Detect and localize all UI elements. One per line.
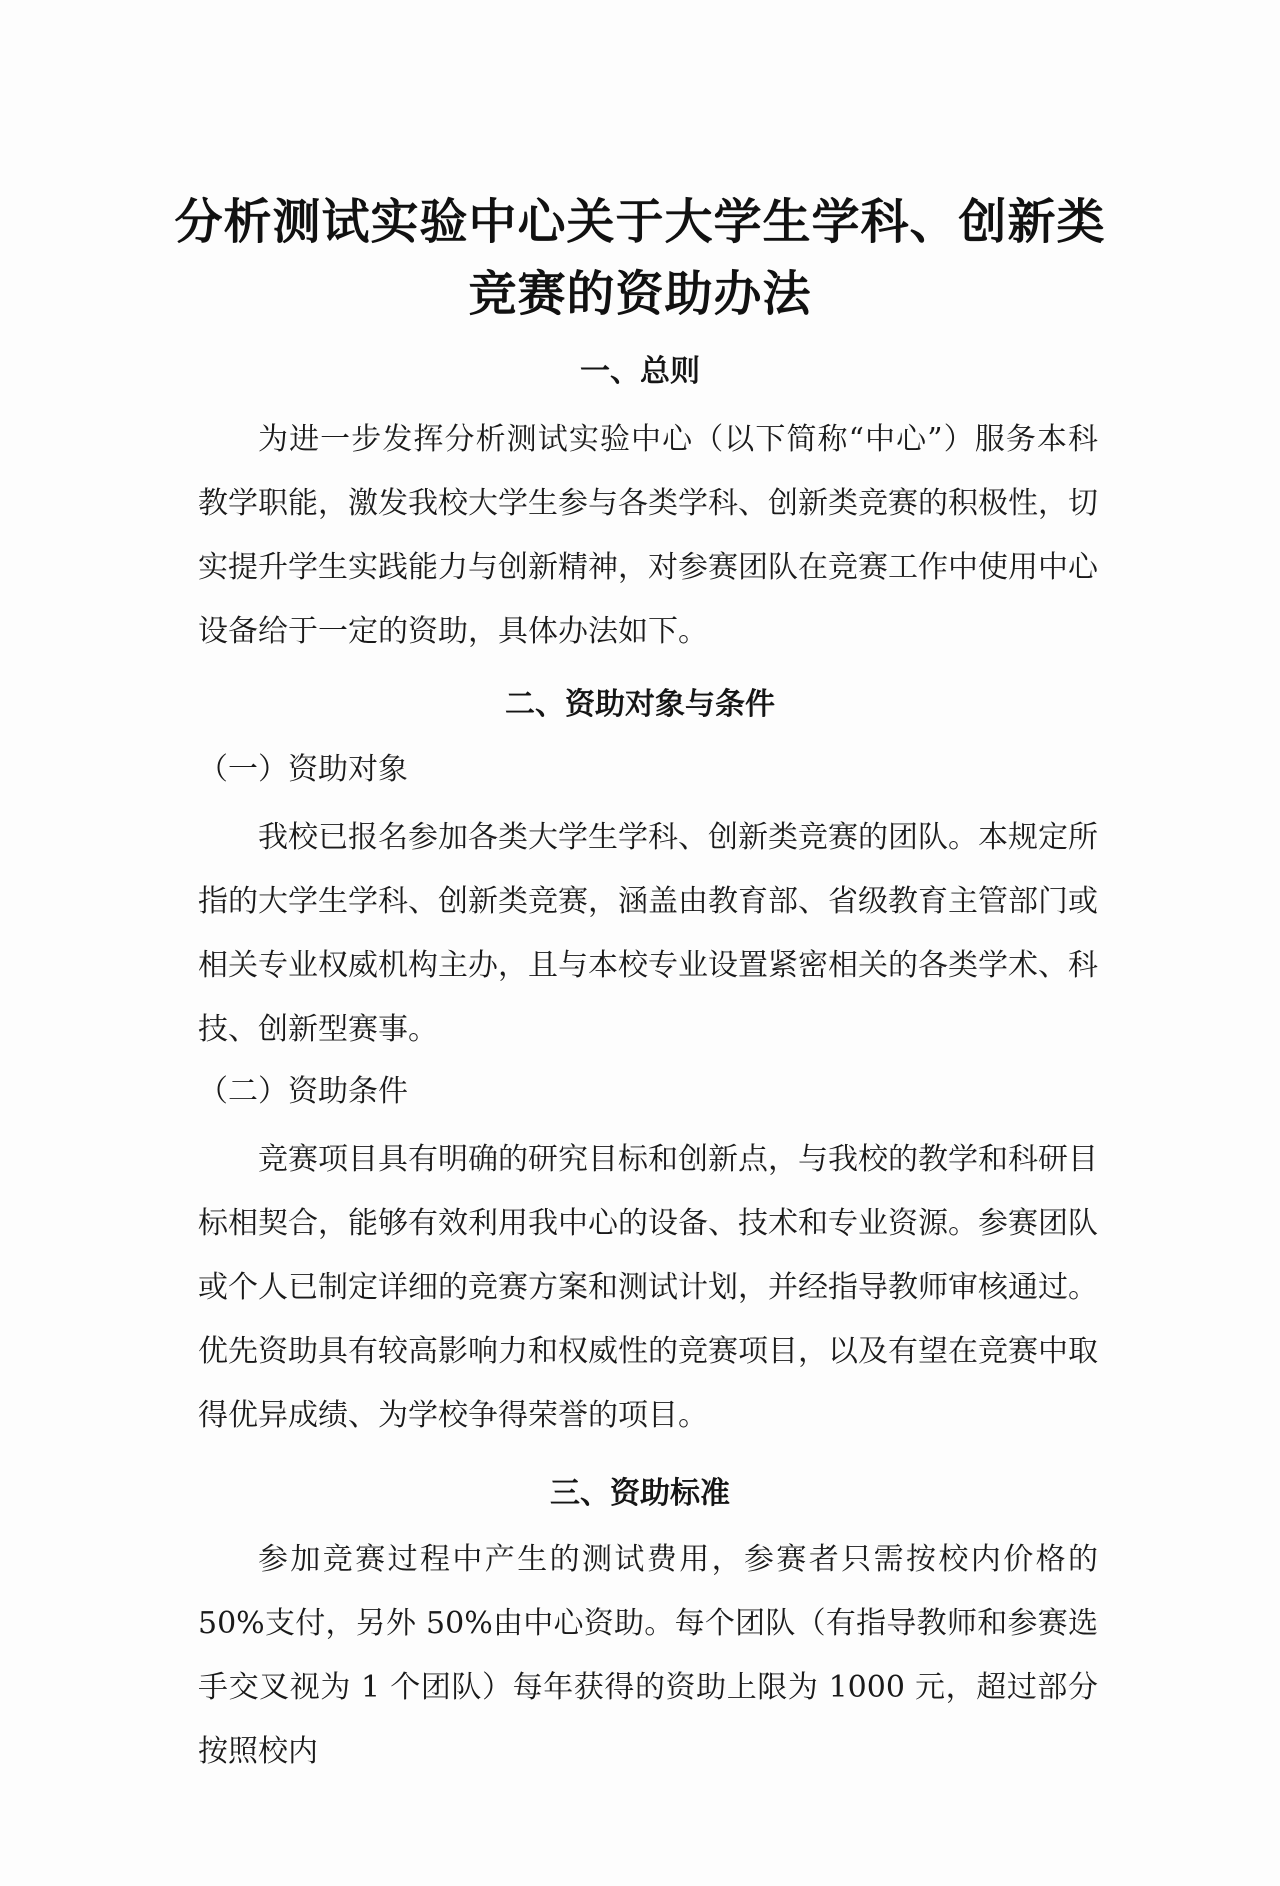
paragraph-recipients: 我校已报名参加各类大学生学科、创新类竞赛的团队。本规定所指的大学生学科、创新类竞赛，涵盖由教育部、省级教育主管部门或相关专业权威机构主办，且与本校专业设置紧密相关的各类学术、科技、创新型赛事。 bbox=[198, 820, 1098, 1047]
section-paragraph-standards: 参加竞赛过程中产生的测试费用，参赛者只需按校内价格的 50%支付，另外 50%由中心资助。每个团队（有指导教师和参赛选手交叉视为 1 个团队）每年获得的资助上限为 1000 元，超过部分按照校内 bbox=[198, 1542, 1098, 1769]
section-heading-recipients: 二、资助对象与条件 bbox=[505, 687, 775, 722]
document-title-line-1: 分析测试实验中心关于大学生学科、创新类 bbox=[174, 194, 1106, 250]
section-paragraph-general: 为进一步发挥分析测试实验中心（以下简称“中心”）服务本科教学职能，激发我校大学生参与各类学科、创新类竞赛的积极性，切实提升学生实践能力与创新精神，对参赛团队在竞赛工作中使用中心设备给于一定的资助，具体办法如下。 bbox=[198, 422, 1098, 649]
subheading-recipients: （一）资助对象 bbox=[198, 752, 408, 787]
section-heading-standards: 三、资助标准 bbox=[550, 1476, 730, 1511]
paragraph-conditions: 竞赛项目具有明确的研究目标和创新点，与我校的教学和科研目标相契合，能够有效利用我中心的设备、技术和专业资源。参赛团队或个人已制定详细的竞赛方案和测试计划，并经指导教师审核通过。优先资助具有较高影响力和权威性的竞赛项目，以及有望在竞赛中取得优异成绩、为学校争得荣誉的项目。 bbox=[198, 1142, 1098, 1433]
section-heading-general: 一、总则 bbox=[580, 354, 700, 389]
subheading-conditions: （二）资助条件 bbox=[198, 1074, 408, 1109]
document-title-line-2: 竞赛的资助办法 bbox=[468, 266, 812, 322]
